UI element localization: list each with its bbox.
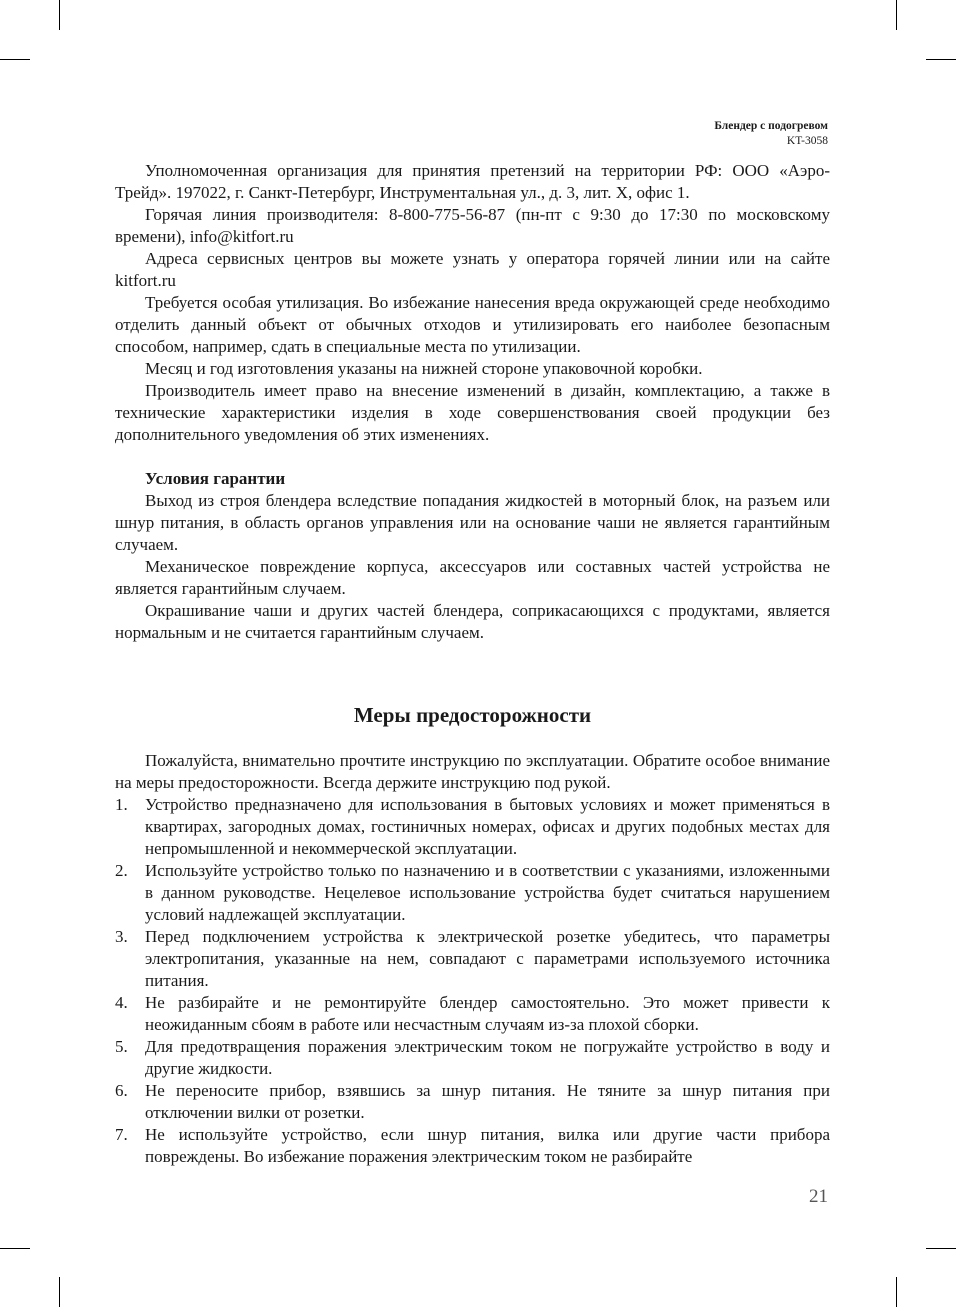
header-model: KT-3058 xyxy=(786,135,828,147)
item-text: Используйте устройство только по назначению и в соответствии с указаниями, изложенными в данном руководстве. Нецелевое использование устройства будет считаться нарушением условий надлежащей эксплуатации. xyxy=(145,861,830,924)
intro-paragraph: Месяц и год изготовления указаны на нижней стороне упаковочной коробки. xyxy=(145,359,703,378)
item-text: Для предотвращения поражения электрическим током не погружайте устройство в воду и другие жидкости. xyxy=(145,1037,830,1078)
intro-paragraph: Требуется особая утилизация. Во избежание нанесения вреда окружающей среде необходимо отделить данный объект от обычных отходов и утилизировать его наиболее безопасным способом, например, сдать в специальные места по утилизации. xyxy=(115,293,830,356)
crop-mark xyxy=(896,1277,897,1307)
list-item xyxy=(115,1080,830,1124)
list-item xyxy=(115,926,830,992)
item-number: 4. xyxy=(115,993,128,1012)
item-text: Не используйте устройство, если шнур питания, вилка или другие части прибора повреждены. Во избежание поражения электрическим током не разбирайте xyxy=(145,1125,830,1166)
item-number: 6. xyxy=(115,1081,128,1100)
list-item xyxy=(115,860,830,926)
crop-mark xyxy=(59,1277,60,1307)
warranty-paragraph: Механическое повреждение корпуса, аксессуаров или составных частей устройства не является гарантийным случаем. xyxy=(115,557,830,598)
page-content xyxy=(115,160,830,1168)
crop-mark xyxy=(926,59,956,60)
header-product: Блендер с подогревом xyxy=(714,120,828,132)
list-item xyxy=(115,1124,830,1168)
running-header xyxy=(714,119,828,149)
warranty-paragraph: Окрашивание чаши и других частей блендера, соприкасающихся с продуктами, является нормальным и не считается гарантийным случаем. xyxy=(115,601,830,642)
item-number: 2. xyxy=(115,861,128,880)
section-title: Меры предосторожности xyxy=(353,703,592,727)
item-text: Устройство предназначено для использования в бытовых условиях и может применяться в квартирах, загородных домах, гостиничных номерах, офисах и других подобных местах для непромышленной и некоммерческой эксплуатации. xyxy=(145,795,830,858)
list-item xyxy=(115,794,830,860)
intro-paragraph: Горячая линия производителя: 8-800-775-56-87 (пн-пт с 9:30 до 17:30 по московскому времени), info@kitfort.ru xyxy=(115,205,830,246)
intro-paragraph: Адреса сервисных центров вы можете узнать у оператора горячей линии или на сайте kitfort.ru xyxy=(115,249,830,290)
page-number: 21 xyxy=(809,1186,828,1207)
item-text: Не разбирайте и не ремонтируйте блендер самостоятельно. Это может привести к неожиданным сбоям в работе или несчастным случаям из-за плохой сборки. xyxy=(145,993,830,1034)
item-number: 7. xyxy=(115,1125,128,1144)
intro-paragraph: Уполномоченная организация для принятия претензий на территории РФ: ООО «Аэро-Трейд». 197022, г. Санкт-Петербург, Инструментальная ул., д. 3, лит. Х, офис 1. xyxy=(115,161,830,202)
crop-mark xyxy=(59,0,60,30)
item-number: 3. xyxy=(115,927,128,946)
warranty-heading: Условия гарантии xyxy=(145,469,286,488)
precautions-intro: Пожалуйста, внимательно прочтите инструкцию по эксплуатации. Обратите особое внимание на меры предосторожности. Всегда держите инструкцию под рукой. xyxy=(115,751,830,792)
crop-mark xyxy=(0,1248,30,1249)
list-item xyxy=(115,992,830,1036)
precautions-list xyxy=(115,794,830,1168)
item-text: Перед подключением устройства к электрической розетке убедитесь, что параметры электропитания, указанные на нем, совпадают с параметрами используемого источника питания. xyxy=(145,927,830,990)
crop-mark xyxy=(926,1248,956,1249)
crop-mark xyxy=(0,59,30,60)
crop-mark xyxy=(896,0,897,30)
item-number: 1. xyxy=(115,795,128,814)
item-number: 5. xyxy=(115,1037,128,1056)
item-text: Не переносите прибор, взявшись за шнур питания. Не тяните за шнур питания при отключении вилки от розетки. xyxy=(145,1081,830,1122)
list-item xyxy=(115,1036,830,1080)
warranty-paragraph: Выход из строя блендера вследствие попадания жидкостей в моторный блок, на разъем или шнур питания, в область органов управления или на основание чаши не является гарантийным случаем. xyxy=(115,491,830,554)
intro-paragraph: Производитель имеет право на внесение изменений в дизайн, комплектацию, а также в технические характеристики изделия в ходе совершенствования своей продукции без дополнительного уведомления об этих изменениях. xyxy=(115,381,830,444)
